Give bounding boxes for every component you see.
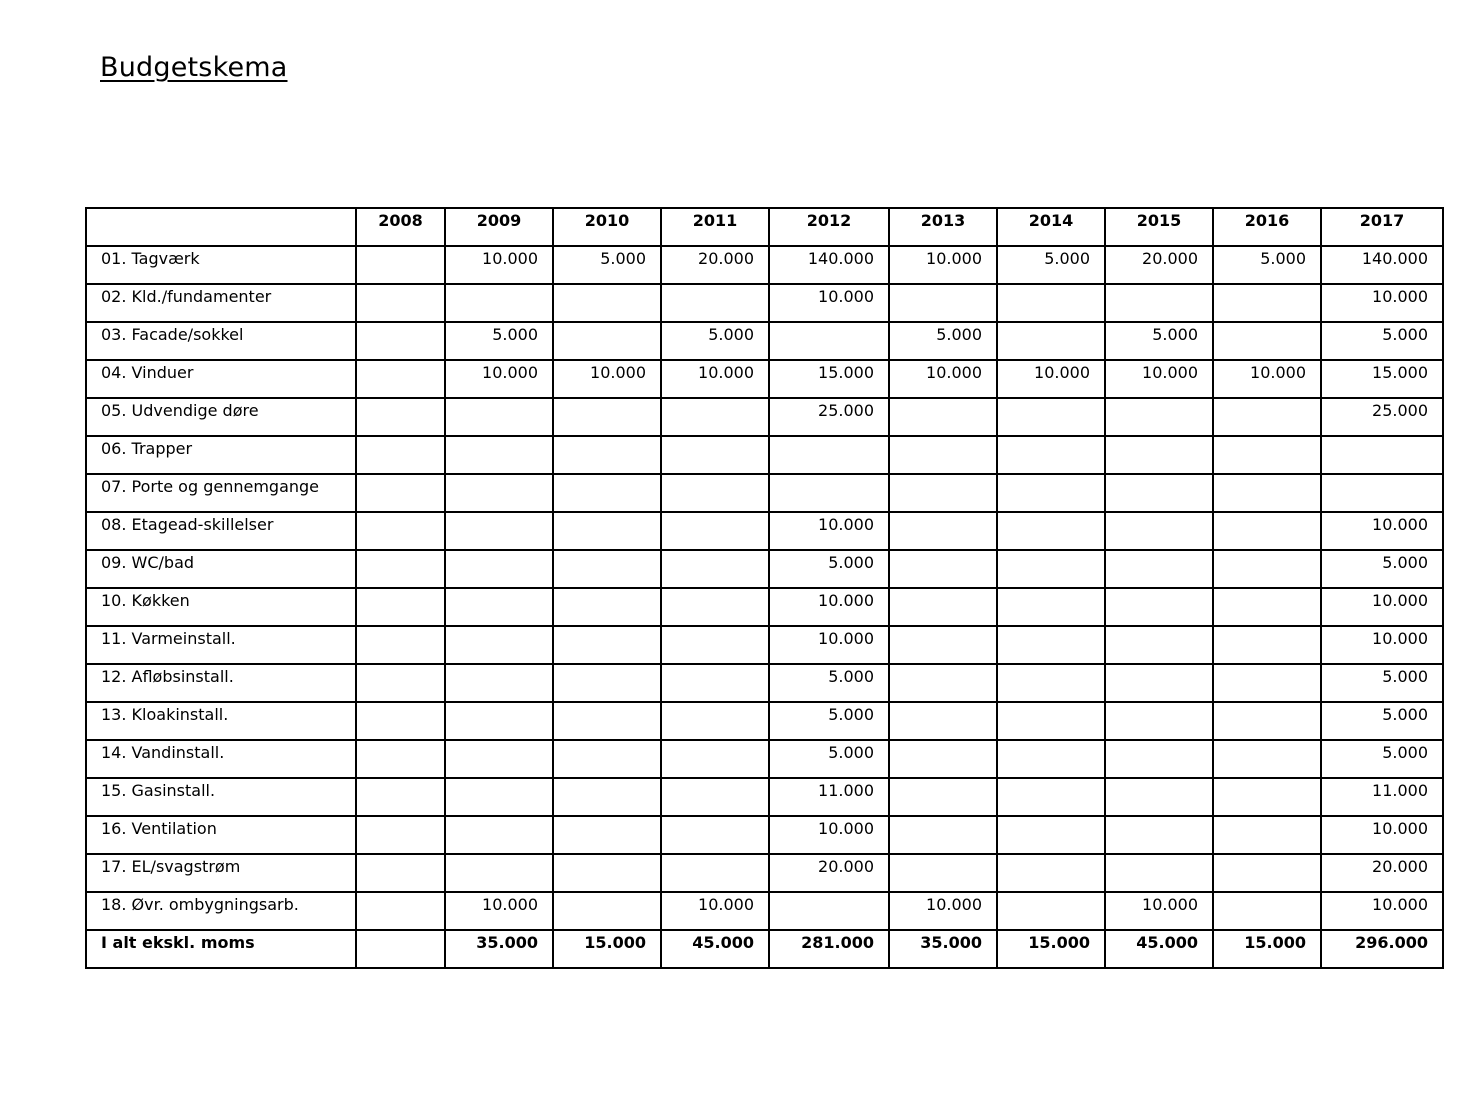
value-cell <box>445 854 553 892</box>
year-header: 2010 <box>553 208 661 246</box>
value-cell <box>1213 474 1321 512</box>
value-cell <box>356 664 445 702</box>
value-cell <box>661 398 769 436</box>
value-cell: 140.000 <box>769 246 889 284</box>
value-cell <box>1213 550 1321 588</box>
value-cell <box>889 474 997 512</box>
value-cell <box>553 322 661 360</box>
value-cell <box>1105 626 1213 664</box>
row-label: 12. Afløbsinstall. <box>86 664 356 702</box>
year-header: 2008 <box>356 208 445 246</box>
value-cell <box>997 664 1105 702</box>
table-row <box>86 816 1443 854</box>
year-header: 2014 <box>997 208 1105 246</box>
value-cell <box>1105 588 1213 626</box>
value-cell <box>997 550 1105 588</box>
value-cell: 10.000 <box>889 892 997 930</box>
value-cell <box>1213 892 1321 930</box>
value-cell <box>661 664 769 702</box>
row-label: 02. Kld./fundamenter <box>86 284 356 322</box>
value-cell: 5.000 <box>769 550 889 588</box>
value-cell <box>1213 778 1321 816</box>
value-cell: 11.000 <box>1321 778 1443 816</box>
value-cell: 10.000 <box>1213 360 1321 398</box>
table-row <box>86 246 1443 284</box>
row-label: 09. WC/bad <box>86 550 356 588</box>
year-header: 2017 <box>1321 208 1443 246</box>
value-cell <box>356 740 445 778</box>
value-cell <box>661 550 769 588</box>
header-row <box>86 208 1443 246</box>
value-cell: 11.000 <box>769 778 889 816</box>
row-label: 17. EL/svagstrøm <box>86 854 356 892</box>
value-cell <box>769 892 889 930</box>
row-label: 01. Tagværk <box>86 246 356 284</box>
total-value-cell: 296.000 <box>1321 930 1443 968</box>
value-cell: 20.000 <box>1105 246 1213 284</box>
value-cell: 5.000 <box>553 246 661 284</box>
total-value-cell: 45.000 <box>1105 930 1213 968</box>
value-cell: 5.000 <box>769 702 889 740</box>
total-row <box>86 930 1443 968</box>
value-cell <box>661 474 769 512</box>
table-row <box>86 588 1443 626</box>
value-cell <box>661 626 769 664</box>
value-cell <box>1213 322 1321 360</box>
value-cell <box>889 284 997 322</box>
value-cell <box>445 816 553 854</box>
value-cell <box>889 702 997 740</box>
value-cell: 5.000 <box>1321 664 1443 702</box>
value-cell <box>553 588 661 626</box>
total-value-cell: 281.000 <box>769 930 889 968</box>
total-value-cell: 35.000 <box>445 930 553 968</box>
table-row <box>86 322 1443 360</box>
value-cell <box>661 512 769 550</box>
value-cell <box>661 284 769 322</box>
value-cell <box>553 664 661 702</box>
year-header: 2016 <box>1213 208 1321 246</box>
value-cell <box>661 436 769 474</box>
value-cell <box>553 740 661 778</box>
value-cell <box>1105 512 1213 550</box>
value-cell: 5.000 <box>1321 550 1443 588</box>
value-cell <box>356 702 445 740</box>
value-cell <box>997 512 1105 550</box>
row-label: 05. Udvendige døre <box>86 398 356 436</box>
table-row <box>86 664 1443 702</box>
table-row <box>86 474 1443 512</box>
value-cell <box>997 322 1105 360</box>
value-cell: 5.000 <box>445 322 553 360</box>
value-cell <box>997 778 1105 816</box>
row-label: 11. Varmeinstall. <box>86 626 356 664</box>
value-cell <box>445 740 553 778</box>
value-cell <box>445 474 553 512</box>
value-cell <box>553 512 661 550</box>
value-cell <box>769 474 889 512</box>
value-cell <box>553 778 661 816</box>
table-row <box>86 778 1443 816</box>
value-cell <box>553 284 661 322</box>
value-cell <box>1105 436 1213 474</box>
value-cell <box>553 816 661 854</box>
table-row <box>86 740 1443 778</box>
value-cell <box>1213 588 1321 626</box>
value-cell <box>661 778 769 816</box>
table-row <box>86 892 1443 930</box>
value-cell <box>661 588 769 626</box>
value-cell <box>889 664 997 702</box>
value-cell <box>1213 816 1321 854</box>
total-value-cell: 35.000 <box>889 930 997 968</box>
value-cell <box>1105 816 1213 854</box>
value-cell: 10.000 <box>1321 284 1443 322</box>
total-value-cell: 15.000 <box>553 930 661 968</box>
value-cell: 5.000 <box>769 664 889 702</box>
value-cell: 10.000 <box>445 892 553 930</box>
value-cell <box>1105 398 1213 436</box>
value-cell: 25.000 <box>769 398 889 436</box>
value-cell: 10.000 <box>1321 816 1443 854</box>
value-cell: 5.000 <box>997 246 1105 284</box>
budget-body <box>86 246 1443 968</box>
year-header: 2009 <box>445 208 553 246</box>
page-title: Budgetskema <box>100 52 288 83</box>
total-value-cell: 45.000 <box>661 930 769 968</box>
value-cell <box>997 588 1105 626</box>
value-cell <box>997 626 1105 664</box>
row-label: 14. Vandinstall. <box>86 740 356 778</box>
value-cell <box>997 816 1105 854</box>
value-cell <box>889 816 997 854</box>
value-cell <box>889 398 997 436</box>
row-label: 10. Køkken <box>86 588 356 626</box>
value-cell <box>553 626 661 664</box>
value-cell <box>889 626 997 664</box>
row-label: 06. Trapper <box>86 436 356 474</box>
value-cell <box>445 550 553 588</box>
table-row <box>86 284 1443 322</box>
value-cell <box>1105 550 1213 588</box>
year-header: 2011 <box>661 208 769 246</box>
value-cell <box>445 588 553 626</box>
value-cell <box>1213 436 1321 474</box>
total-value-cell: 15.000 <box>997 930 1105 968</box>
value-cell: 20.000 <box>769 854 889 892</box>
total-label: I alt ekskl. moms <box>86 930 356 968</box>
value-cell <box>1213 702 1321 740</box>
value-cell <box>356 588 445 626</box>
value-cell: 10.000 <box>1321 588 1443 626</box>
value-cell <box>356 322 445 360</box>
value-cell <box>661 854 769 892</box>
value-cell <box>445 664 553 702</box>
value-cell <box>1213 664 1321 702</box>
value-cell <box>1105 778 1213 816</box>
table-row <box>86 398 1443 436</box>
value-cell <box>1105 664 1213 702</box>
value-cell: 10.000 <box>1321 892 1443 930</box>
value-cell: 5.000 <box>889 322 997 360</box>
value-cell: 5.000 <box>1321 702 1443 740</box>
value-cell: 10.000 <box>997 360 1105 398</box>
value-cell <box>997 398 1105 436</box>
value-cell: 10.000 <box>661 360 769 398</box>
value-cell <box>1213 284 1321 322</box>
value-cell <box>997 740 1105 778</box>
year-header: 2013 <box>889 208 997 246</box>
value-cell: 20.000 <box>661 246 769 284</box>
value-cell <box>1105 702 1213 740</box>
value-cell <box>356 778 445 816</box>
value-cell: 15.000 <box>1321 360 1443 398</box>
value-cell: 20.000 <box>1321 854 1443 892</box>
value-cell <box>1105 474 1213 512</box>
value-cell <box>1213 854 1321 892</box>
value-cell <box>889 740 997 778</box>
value-cell <box>356 474 445 512</box>
value-cell <box>356 398 445 436</box>
value-cell: 10.000 <box>889 246 997 284</box>
value-cell <box>1105 740 1213 778</box>
year-header: 2015 <box>1105 208 1213 246</box>
value-cell <box>553 892 661 930</box>
value-cell <box>553 398 661 436</box>
value-cell: 10.000 <box>769 626 889 664</box>
header-label-cell <box>86 208 356 246</box>
value-cell: 10.000 <box>445 360 553 398</box>
value-cell <box>1213 398 1321 436</box>
value-cell <box>1105 854 1213 892</box>
value-cell <box>997 854 1105 892</box>
value-cell <box>661 740 769 778</box>
value-cell: 10.000 <box>769 284 889 322</box>
value-cell: 10.000 <box>889 360 997 398</box>
value-cell <box>997 284 1105 322</box>
value-cell: 5.000 <box>769 740 889 778</box>
value-cell: 25.000 <box>1321 398 1443 436</box>
value-cell <box>445 284 553 322</box>
value-cell <box>889 550 997 588</box>
value-cell: 10.000 <box>1105 892 1213 930</box>
value-cell <box>889 588 997 626</box>
value-cell: 5.000 <box>1213 246 1321 284</box>
value-cell <box>356 626 445 664</box>
value-cell <box>553 436 661 474</box>
table-row <box>86 626 1443 664</box>
value-cell <box>661 702 769 740</box>
value-cell <box>997 474 1105 512</box>
table-row <box>86 854 1443 892</box>
value-cell <box>356 816 445 854</box>
value-cell <box>889 854 997 892</box>
table-row <box>86 702 1443 740</box>
value-cell <box>997 436 1105 474</box>
value-cell <box>445 398 553 436</box>
value-cell: 10.000 <box>1105 360 1213 398</box>
row-label: 04. Vinduer <box>86 360 356 398</box>
table-row <box>86 360 1443 398</box>
value-cell: 5.000 <box>661 322 769 360</box>
value-cell <box>356 854 445 892</box>
value-cell: 5.000 <box>1105 322 1213 360</box>
value-cell <box>1213 740 1321 778</box>
value-cell <box>356 360 445 398</box>
value-cell: 10.000 <box>769 512 889 550</box>
table-row <box>86 436 1443 474</box>
value-cell <box>889 778 997 816</box>
row-label: 08. Etagead-skillelser <box>86 512 356 550</box>
value-cell <box>553 854 661 892</box>
value-cell <box>553 474 661 512</box>
value-cell <box>1321 436 1443 474</box>
row-label: 13. Kloakinstall. <box>86 702 356 740</box>
value-cell <box>356 892 445 930</box>
value-cell <box>356 512 445 550</box>
value-cell <box>445 702 553 740</box>
row-label: 07. Porte og gennemgange <box>86 474 356 512</box>
row-label: 03. Facade/sokkel <box>86 322 356 360</box>
budget-table <box>85 207 1444 969</box>
value-cell <box>553 550 661 588</box>
value-cell: 10.000 <box>769 816 889 854</box>
value-cell <box>445 626 553 664</box>
value-cell <box>769 322 889 360</box>
value-cell <box>445 436 553 474</box>
table-row <box>86 512 1443 550</box>
value-cell: 140.000 <box>1321 246 1443 284</box>
value-cell <box>1105 284 1213 322</box>
value-cell: 10.000 <box>769 588 889 626</box>
value-cell <box>356 246 445 284</box>
value-cell: 5.000 <box>1321 740 1443 778</box>
value-cell <box>356 436 445 474</box>
value-cell <box>356 284 445 322</box>
table-row <box>86 550 1443 588</box>
value-cell <box>997 892 1105 930</box>
value-cell <box>445 512 553 550</box>
value-cell <box>1321 474 1443 512</box>
row-label: 18. Øvr. ombygningsarb. <box>86 892 356 930</box>
value-cell <box>889 512 997 550</box>
value-cell: 15.000 <box>769 360 889 398</box>
value-cell: 5.000 <box>1321 322 1443 360</box>
total-value-cell: 15.000 <box>1213 930 1321 968</box>
value-cell: 10.000 <box>445 246 553 284</box>
value-cell <box>445 778 553 816</box>
value-cell <box>356 550 445 588</box>
value-cell <box>997 702 1105 740</box>
value-cell <box>1213 626 1321 664</box>
value-cell <box>769 436 889 474</box>
row-label: 16. Ventilation <box>86 816 356 854</box>
year-header: 2012 <box>769 208 889 246</box>
value-cell <box>661 816 769 854</box>
value-cell <box>889 436 997 474</box>
value-cell: 10.000 <box>661 892 769 930</box>
value-cell <box>1213 512 1321 550</box>
value-cell: 10.000 <box>1321 512 1443 550</box>
value-cell: 10.000 <box>1321 626 1443 664</box>
value-cell: 10.000 <box>553 360 661 398</box>
total-value-cell <box>356 930 445 968</box>
row-label: 15. Gasinstall. <box>86 778 356 816</box>
value-cell <box>553 702 661 740</box>
